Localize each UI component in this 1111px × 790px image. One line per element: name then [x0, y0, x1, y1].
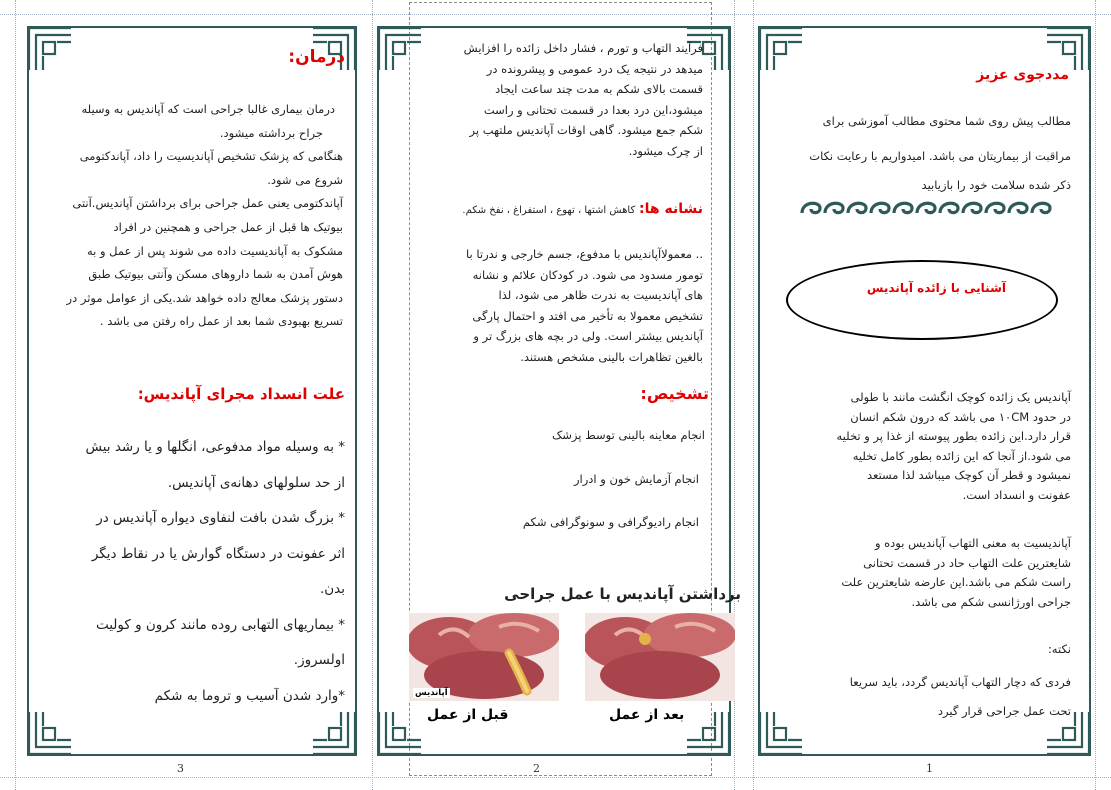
text-line: آپاندیسیت به معنی التهاب آپاندیس بوده و [874, 536, 1071, 550]
appendicitis-text [774, 534, 1071, 612]
appendix-intro-text [774, 388, 1071, 506]
treatment-line: بیوتیک ها قبل از عمل جراحی و همچنین در افراد [113, 219, 343, 234]
page-number: 3 [177, 762, 184, 775]
symptoms-text: کاهش اشتها ، تهوع ، استفراغ ، نفخ شکم. [462, 205, 636, 216]
diagnosis-item: انجام آزمایش خون و ادرار [573, 472, 699, 486]
cause-line: اولسروز. [293, 652, 345, 668]
treatment-line: دستور پزشک معالج داده خواهد شد.یکی از عوامل موثر در [66, 290, 343, 305]
text-line: راست شکم می باشد.این عارضه شایعترین علت [841, 575, 1071, 590]
treatment-line: درمان بیماری غالبا جراحی است که آپاندیس به وسیله [81, 102, 335, 116]
intestine-after-image [585, 613, 735, 701]
treatment-line: مشکوک به آپاندیسیت داده می شوند پس از عمل و به [86, 243, 343, 258]
text-line: می شود.از آنجا که این زائده بطور کامل تخلیه [852, 448, 1071, 463]
text-line: مطالب پیش روی شما محتوی مطالب آموزشی برای [822, 114, 1071, 128]
page-number: 1 [926, 762, 933, 775]
cause-line: * بزرگ شدن بافت لنفاوی دیواره آپاندیس در [96, 510, 345, 526]
cause-line: بدن. [319, 581, 345, 597]
causes-heading: علت انسداد مجرای آپاندیس: [137, 385, 345, 403]
diagnosis-heading: تشخیص: [640, 384, 709, 403]
text-line: جراحی اورژانسی شکم می باشد. [911, 594, 1071, 609]
caption-before: قبل از عمل [427, 707, 509, 723]
title-ellipse [786, 260, 1058, 340]
treatment-text [39, 98, 343, 334]
swirl-ornament [940, 203, 958, 213]
appendix-label: آپاندیس [415, 688, 448, 698]
caption-after: بعد از عمل [609, 707, 685, 723]
decorative-swirl-border [798, 198, 1060, 218]
treatment-line: آپاندکتومی یعنی عمل جراحی برای برداشتن آپاندیس.آنتی [72, 196, 343, 211]
text-line: عفونت و انسداد است. [962, 487, 1071, 502]
swirl-ornament [1032, 203, 1050, 213]
panel-3 [27, 26, 357, 756]
note-label: نکته: [1047, 642, 1071, 656]
text-line: از چرک میشود. [628, 143, 703, 158]
text-line: مراقبت از بیماریتان می باشد. امیدواریم با رعایت نکات [809, 149, 1071, 163]
inflammation-text [415, 38, 703, 161]
cause-line: اثر عفونت در دستگاه گوارش یا در نقاط دیگر [91, 545, 345, 562]
text-line: میدهد در نتیجه یک درد عمومی و پیشرونده در [486, 61, 703, 76]
swirl-ornament [917, 203, 935, 213]
text-line: نمیشود و قطر آن کوچک میباشد لذا مستعد [866, 468, 1071, 483]
panel-1 [758, 26, 1091, 756]
treatment-line: هنگامی که پزشک تشخیص آپاندیسیت را داد، آپاندکتومی [79, 149, 343, 164]
causes-text [37, 430, 345, 714]
symptoms-heading: نشانه ها: [639, 201, 703, 217]
cause-line: * به وسیله مواد مدفوعی، انگلها و یا رشد بیش [85, 439, 345, 455]
cause-line: *وارد شدن آسیب و تروما به شکم [154, 687, 345, 704]
obstruction-text [415, 244, 703, 367]
appendectomy-illustration [409, 583, 739, 738]
text-line: قرار دارد.این زائده بطور پیوسته از غذا پر و تخلیه [836, 429, 1071, 444]
swirl-ornament [1009, 203, 1027, 213]
text-line: تومور مسدود می شود. در کودکان علائم و نشانه [472, 267, 703, 282]
greeting-heading: مددجوی عزیز [976, 67, 1069, 83]
swirl-ornament [894, 203, 912, 213]
text-line: های آپاندیسیت به ندرت ظاهر می شود، لذا [498, 288, 703, 302]
text-line: تشخیص معمولا به تأخیر می افتد و احتمال پارگی [472, 308, 703, 323]
intro-text [774, 104, 1071, 196]
swirl-ornament [848, 203, 866, 213]
swirl-ornament [802, 203, 820, 213]
text-line: فرآیند التهاب و تورم ، فشار داخل زائده را افزایش [463, 41, 703, 55]
text-line: آپاندیس بیشتر است. ولی در بچه های بزرگ تر و [473, 329, 703, 343]
cause-line: از حد سلولهای دهانه‌ی آپاندیس. [167, 474, 345, 491]
text-line: قسمت بالای شکم به مدت چند ساعت ایجاد [495, 82, 703, 96]
ellipse-title: آشنایی با زائده آپاندیس [866, 281, 1006, 295]
text-line: میشود،این درد بعدا در قسمت تحتانی و راست [483, 102, 703, 117]
text-line: فردی که دچار التهاب آپاندیس گردد، باید سریعا [849, 675, 1071, 689]
diagnosis-item: انجام معاینه بالینی توسط پزشک [551, 428, 705, 442]
text-line: .. معمولاآپاندیس با مدفوع، جسم خارجی و ندرتا با [466, 247, 703, 261]
treatment-line: جراح برداشته میشود. [219, 125, 323, 140]
swirl-ornament [963, 203, 981, 213]
panel-2 [377, 26, 741, 756]
text-line: بالغین تظاهرات بالینی مشخص هستند. [520, 349, 703, 364]
text-line: در حدود ۱۰CM می باشد که درون شکم انسان [850, 409, 1071, 424]
cause-line: * بیماریهای التهابی روده مانند کرون و کولیت [95, 616, 345, 633]
page-number: 2 [533, 762, 540, 775]
treatment-heading: درمان: [288, 47, 345, 67]
swirl-ornament [986, 203, 1004, 213]
text-line: آپاندیس یک زائده کوچک انگشت مانند با طولی [850, 390, 1071, 404]
swirl-ornament [871, 203, 889, 213]
text-line: ذکر شده سلامت خود را بازیابید [921, 178, 1071, 192]
text-line: شایعترین علت التهاب حاد در قسمت تحتانی [863, 555, 1071, 570]
illustration-title: برداشتن آپاندیس با عمل جراحی [504, 585, 741, 603]
diagnosis-item: انجام رادیوگرافی و سونوگرافی شکم [522, 515, 699, 529]
treatment-line: تسریع بهبودی شما بعد از عمل راه رفتن می باشد . [99, 314, 343, 329]
treatment-line: شروع می شود. [267, 172, 343, 187]
treatment-line: هوش آمدن به شما داروهای مسکن وآنتی بیوتیک طبق [88, 267, 343, 282]
symptoms-line [462, 198, 703, 222]
text-line: تحت عمل جراحی قرار گیرد [937, 704, 1071, 718]
note-text [774, 668, 1071, 726]
text-line: شکم جمع میشود. گاهی اوقات آپاندیس ملتهب پر [469, 123, 703, 137]
swirl-ornament [825, 203, 843, 213]
